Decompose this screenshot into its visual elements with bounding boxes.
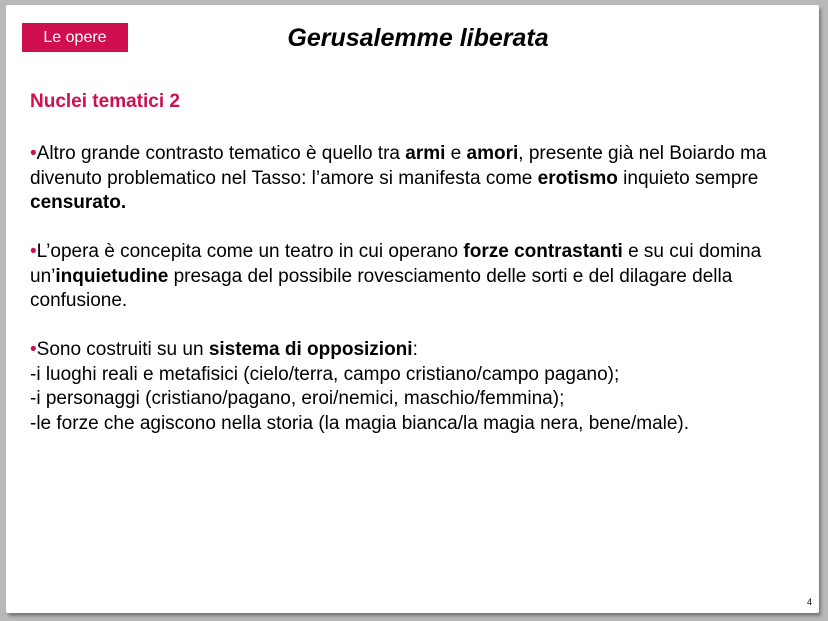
text-run: e su cui domina un’ [30, 241, 762, 287]
slide-content [30, 142, 800, 461]
bullet-marker: • [30, 143, 37, 164]
opposition-item: -i luoghi reali e metafisici (cielo/terra, campo cristiano/campo pagano); [30, 363, 620, 385]
text-run: : [412, 339, 418, 360]
bold-text: erotismo [537, 167, 618, 189]
bullet-paragraph [30, 142, 800, 216]
slide-subtitle: Nuclei tematici 2 [30, 91, 180, 112]
bullet-paragraph [30, 240, 800, 314]
bullet-paragraph [30, 338, 800, 436]
bold-text: . [120, 192, 127, 213]
slide-title: Gerusalemme liberata [287, 24, 549, 52]
bold-text: armi [405, 143, 446, 164]
text-run: Altro grande contrasto tematico è quello tra [36, 143, 406, 164]
text-run: presaga del possibile rovesciamento delle sorti e del dilagare della confusione. [30, 265, 733, 311]
bold-text: sistema di opposizioni [208, 339, 413, 360]
text-run: e [445, 143, 467, 164]
bold-text: censurato [30, 192, 121, 213]
page-number: 4 [806, 597, 812, 607]
text-run: , presente già nel Boiardo ma divenuto problematico nel Tasso: l’amore si manifesta come [30, 143, 767, 189]
bold-text: inquietudine [55, 265, 169, 287]
text-run: inquieto sempre [617, 167, 759, 189]
slide [6, 5, 819, 613]
bullet-marker: • [30, 339, 37, 360]
opposition-item: -i personaggi (cristiano/pagano, eroi/nemici, maschio/femmina); [30, 388, 565, 409]
text-run: Sono costruiti su un [36, 339, 209, 360]
text-run: L’opera è concepita come un teatro in cui operano [36, 241, 464, 262]
bullet-marker: • [30, 241, 37, 262]
opposition-item: -le forze che agiscono nella storia (la magia bianca/la magia nera, bene/male). [30, 412, 690, 434]
bold-text: amori [466, 143, 519, 164]
bold-text: forze contrastanti [463, 241, 623, 262]
section-badge: Le opere [22, 23, 128, 52]
